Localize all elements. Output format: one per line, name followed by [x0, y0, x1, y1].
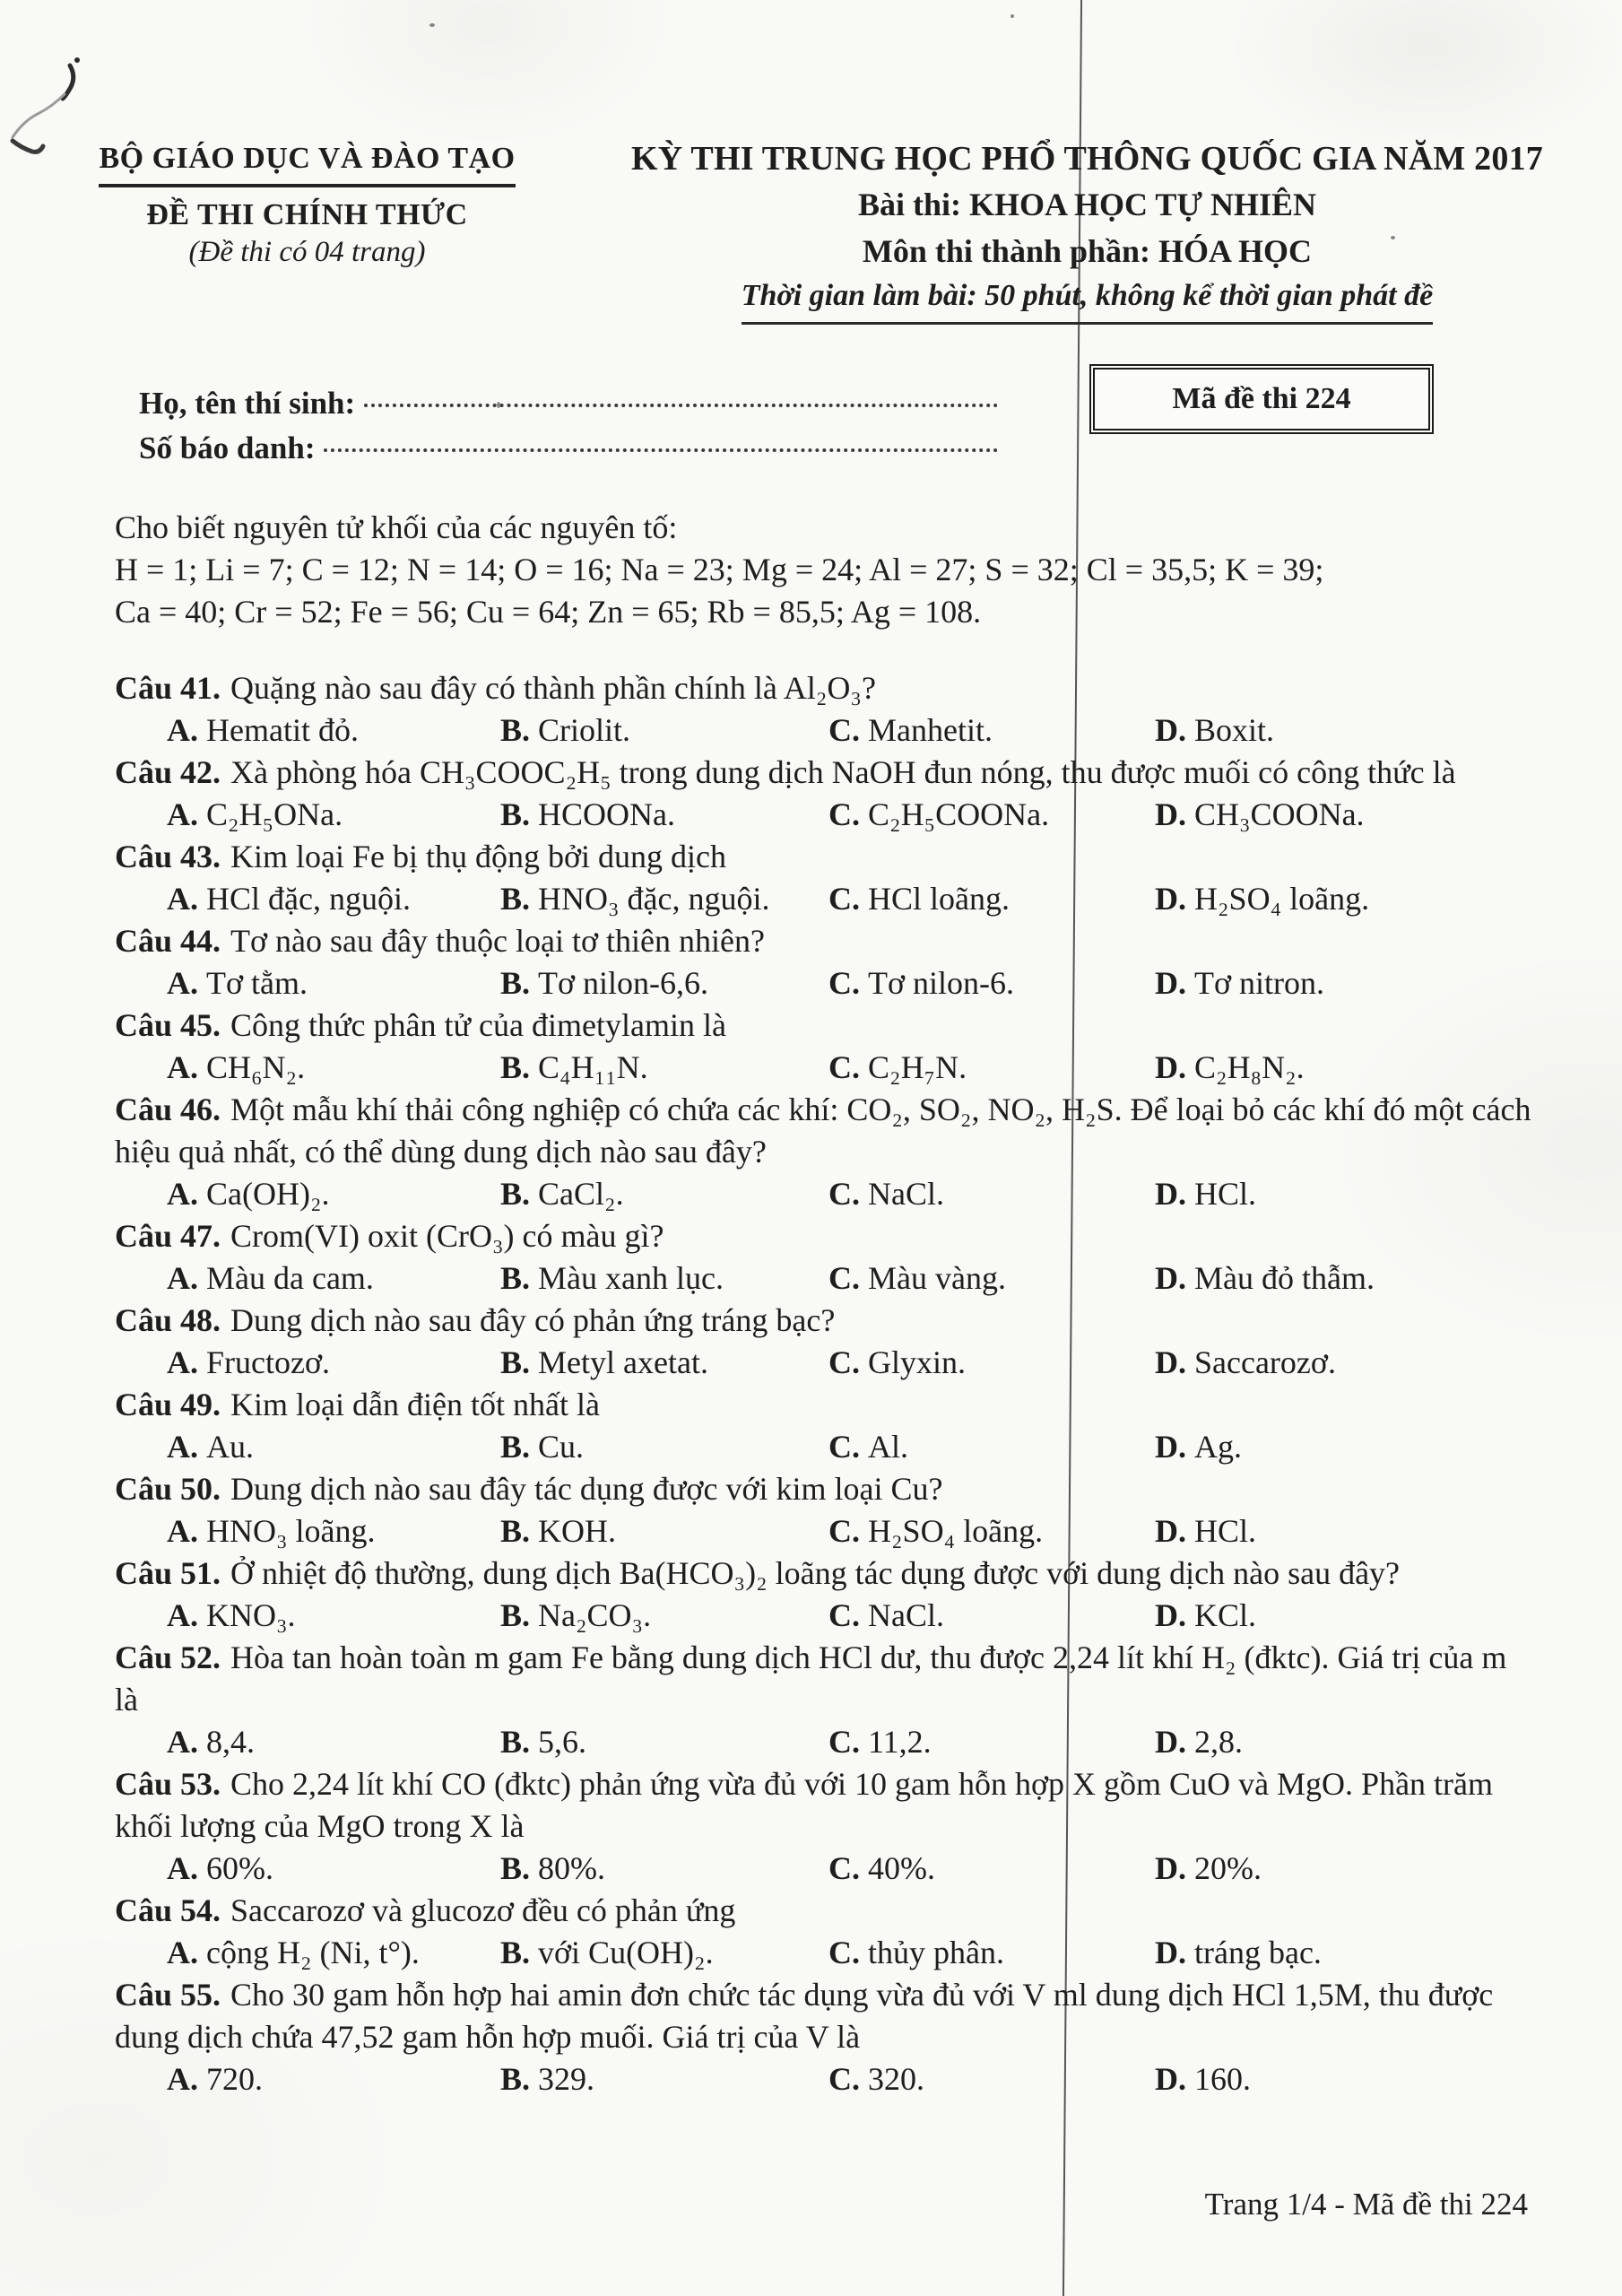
options-row — [115, 709, 1531, 752]
question-text: Một mẫu khí thải công nghiệp có chứa các khí: CO₂, SO₂, NO₂, H₂S. Để loại bỏ các khí đó một cách hiệu quả nhất, có thể dùng dung dịch nào sau đây? — [115, 1091, 1531, 1170]
options-row — [115, 1510, 1531, 1552]
option-a — [167, 1510, 500, 1552]
option-d — [1155, 962, 1531, 1004]
options-row — [115, 1047, 1531, 1089]
ministry-title: BỘ GIÁO DỤC VÀ ĐÀO TẠO — [99, 142, 515, 187]
option-letter: C. — [828, 2061, 860, 2097]
question-text: Saccarozơ và glucozơ đều có phản ứng — [230, 1892, 736, 1928]
option-letter: D. — [1155, 1260, 1186, 1296]
option-letter: C. — [828, 1049, 860, 1085]
option-letter: B. — [500, 1850, 531, 1886]
option-b — [500, 1342, 828, 1384]
option-letter: B. — [500, 796, 531, 832]
option-b — [500, 709, 828, 752]
question-number: Câu 48. — [115, 1302, 221, 1338]
option-letter: C. — [828, 881, 860, 917]
option-d — [1155, 1932, 1531, 1974]
option-letter: B. — [500, 1049, 531, 1085]
candidate-name-label: Họ, tên thí sinh: — [139, 386, 356, 421]
option-text: 320. — [868, 2061, 924, 2097]
option-letter: D. — [1155, 1176, 1186, 1212]
option-letter: C. — [828, 1260, 860, 1296]
option-text: Criolit. — [538, 712, 631, 748]
option-letter: A. — [167, 1049, 198, 1085]
option-letter: D. — [1155, 1429, 1186, 1465]
option-letter: B. — [500, 712, 531, 748]
header-left — [76, 142, 538, 269]
scan-speck — [429, 23, 435, 27]
option-c — [828, 878, 1155, 920]
question-number: Câu 54. — [115, 1892, 221, 1928]
option-text: Boxit. — [1194, 712, 1275, 748]
option-text: Fructozơ. — [206, 1344, 331, 1380]
options-row — [115, 1932, 1531, 1974]
question-text: Ở nhiệt độ thường, dung dịch Ba(HCO₃)₂ loãng tác dụng được với dung dịch nào sau đây? — [230, 1555, 1401, 1591]
option-b — [500, 1173, 828, 1215]
question-number: Câu 52. — [115, 1639, 221, 1675]
question-number: Câu 51. — [115, 1555, 221, 1591]
option-text: KNO₃. — [206, 1597, 296, 1633]
option-text: Na₂CO₃. — [538, 1597, 652, 1633]
option-text: Metyl axetat. — [538, 1344, 708, 1380]
option-letter: D. — [1155, 965, 1186, 1001]
option-letter: C. — [828, 1935, 860, 1970]
option-d — [1155, 1848, 1531, 1890]
option-letter: D. — [1155, 881, 1186, 917]
option-b — [500, 1721, 828, 1763]
option-text: 160. — [1194, 2061, 1251, 2097]
option-text: CH₃COONa. — [1194, 796, 1365, 832]
option-text: CaCl₂. — [538, 1176, 624, 1212]
test-name: Bài thi: KHOA HỌC TỰ NHIÊN — [857, 187, 1317, 222]
question-number: Câu 45. — [115, 1007, 221, 1043]
option-text: H₂SO₄ loãng. — [868, 1513, 1044, 1549]
option-d — [1155, 1342, 1531, 1384]
option-letter: A. — [167, 1260, 198, 1296]
option-letter: B. — [500, 1724, 531, 1760]
option-text: 329. — [538, 2061, 595, 2097]
question-text: Kim loại Fe bị thụ động bởi dung dịch — [230, 839, 727, 874]
option-text: với Cu(OH)₂. — [538, 1935, 714, 1970]
option-a — [167, 1848, 500, 1890]
option-a — [167, 878, 500, 920]
question-number: Câu 41. — [115, 670, 221, 706]
question — [115, 1637, 1531, 1763]
option-b — [500, 1932, 828, 1974]
option-text: tráng bạc. — [1194, 1935, 1322, 1970]
option-text: 5,6. — [538, 1724, 587, 1760]
option-letter: D. — [1155, 1724, 1186, 1760]
question-text: Xà phòng hóa CH₃COOC₂H₅ trong dung dịch NaOH đun nóng, thu được muối có công thức là — [230, 754, 1456, 790]
option-letter: B. — [500, 1344, 531, 1380]
option-letter: C. — [828, 1850, 860, 1886]
option-letter: B. — [500, 1597, 531, 1633]
option-d — [1155, 1721, 1531, 1763]
option-letter: D. — [1155, 712, 1186, 748]
option-b — [500, 1257, 828, 1300]
atomic-mass-line1: H = 1; Li = 7; C = 12; N = 14; O = 16; Na = 23; Mg = 24; Al = 27; S = 32; Cl = 35,5; K = 39; — [115, 552, 1324, 587]
option-text: 11,2. — [868, 1724, 932, 1760]
option-letter: C. — [828, 796, 860, 832]
question-text: Kim loại dẫn điện tốt nhất là — [230, 1387, 600, 1422]
scan-speck — [1010, 14, 1014, 18]
options-row — [115, 794, 1531, 836]
question — [115, 1384, 1531, 1468]
option-a — [167, 1047, 500, 1089]
option-letter: D. — [1155, 1935, 1186, 1970]
question-text: Tơ nào sau đây thuộc loại tơ thiên nhiên? — [230, 923, 765, 959]
question-text: Công thức phân tử của đimetylamin là — [230, 1007, 726, 1043]
options-row — [115, 1721, 1531, 1763]
option-letter: A. — [167, 881, 198, 917]
candidate-id-row — [139, 430, 998, 475]
question-number: Câu 47. — [115, 1218, 221, 1254]
question-text: Cho 30 gam hỗn hợp hai amin đơn chức tác dụng vừa đủ với V ml dung dịch HCl 1,5M, thu được dung dịch chứa 47,52 gam hỗn hợp muối. Giá trị của V là — [115, 1977, 1494, 2055]
option-b — [500, 1426, 828, 1468]
option-letter: C. — [828, 1429, 860, 1465]
option-text: thủy phân. — [868, 1935, 1004, 1970]
question-number: Câu 50. — [115, 1471, 221, 1507]
question — [115, 1552, 1531, 1637]
option-letter: C. — [828, 712, 860, 748]
option-text: 20%. — [1194, 1850, 1262, 1886]
option-letter: C. — [828, 1513, 860, 1549]
dotted-fill-line — [324, 448, 998, 452]
option-text: Au. — [206, 1429, 254, 1465]
option-text: Tơ nitron. — [1194, 965, 1325, 1001]
option-text: 80%. — [538, 1850, 606, 1886]
question-text: Dung dịch nào sau đây có phản ứng tráng bạc? — [230, 1302, 836, 1338]
question-text: Quặng nào sau đây có thành phần chính là Al₂O₃? — [230, 670, 876, 706]
option-text: Hematit đỏ. — [206, 712, 359, 748]
header-right — [628, 139, 1547, 325]
option-b — [500, 2058, 828, 2100]
option-d — [1155, 1047, 1531, 1089]
option-c — [828, 1932, 1155, 1974]
option-text: Tơ nilon-6,6. — [538, 965, 709, 1001]
option-letter: A. — [167, 965, 198, 1001]
option-letter: A. — [167, 712, 198, 748]
page-count-note: (Đề thi có 04 trang) — [188, 236, 426, 268]
option-text: Tơ tằm. — [206, 965, 308, 1001]
option-b — [500, 1595, 828, 1637]
candidate-name-row — [139, 386, 998, 430]
option-text: Saccarozơ. — [1194, 1344, 1336, 1380]
option-a — [167, 709, 500, 752]
option-c — [828, 1426, 1155, 1468]
option-b — [500, 794, 828, 836]
option-a — [167, 1932, 500, 1974]
option-b — [500, 1510, 828, 1552]
question — [115, 752, 1531, 836]
duration-wrap — [628, 279, 1547, 325]
option-letter: B. — [500, 1176, 531, 1212]
options-row — [115, 2058, 1531, 2100]
option-letter: B. — [500, 1935, 531, 1970]
option-letter: B. — [500, 965, 531, 1001]
option-text: C₂H₈N₂. — [1194, 1049, 1305, 1085]
option-a — [167, 1595, 500, 1637]
option-a — [167, 962, 500, 1004]
option-d — [1155, 1510, 1531, 1552]
option-d — [1155, 709, 1531, 752]
option-letter: A. — [167, 1429, 198, 1465]
question — [115, 920, 1531, 1004]
exam-code: Mã đề thi 224 — [1172, 382, 1351, 415]
option-text: Màu xanh lục. — [538, 1260, 724, 1296]
option-letter: B. — [500, 1429, 531, 1465]
options-row — [115, 1173, 1531, 1215]
atomic-mass-line2: Ca = 40; Cr = 52; Fe = 56; Cu = 64; Zn = 65; Rb = 85,5; Ag = 108. — [115, 594, 982, 630]
option-d — [1155, 1595, 1531, 1637]
option-letter: C. — [828, 1724, 860, 1760]
exam-content — [115, 507, 1531, 2100]
question-number: Câu 53. — [115, 1766, 221, 1802]
question-number: Câu 55. — [115, 1977, 221, 2013]
exam-title: KỲ THI TRUNG HỌC PHỔ THÔNG QUỐC GIA NĂM 2017 — [631, 140, 1543, 178]
option-text: C₄H₁₁N. — [538, 1049, 648, 1085]
question-text: Crom(VI) oxit (CrO₃) có màu gì? — [230, 1218, 664, 1254]
option-c — [828, 962, 1155, 1004]
option-letter: A. — [167, 1850, 198, 1886]
option-b — [500, 878, 828, 920]
option-text: 2,8. — [1194, 1724, 1243, 1760]
option-letter: B. — [500, 1513, 531, 1549]
option-letter: A. — [167, 1597, 198, 1633]
option-a — [167, 1426, 500, 1468]
option-text: 40%. — [868, 1850, 935, 1886]
dotted-fill-line — [364, 404, 998, 407]
option-text: CH₆N₂. — [206, 1049, 306, 1085]
question — [115, 1468, 1531, 1552]
question-text: Cho 2,24 lít khí CO (đktc) phản ứng vừa đủ với 10 gam hỗn hợp X gồm CuO và MgO. Phần trăm khối lượng của MgO trong X là — [115, 1766, 1494, 1844]
question-number: Câu 49. — [115, 1387, 221, 1422]
option-letter: C. — [828, 1597, 860, 1633]
options-row — [115, 1257, 1531, 1300]
option-c — [828, 2058, 1155, 2100]
subject-component: Môn thi thành phần: HÓA HỌC — [862, 233, 1313, 269]
option-text: NaCl. — [868, 1176, 944, 1212]
option-text: C₂H₅COONa. — [868, 796, 1050, 832]
option-text: KOH. — [538, 1513, 617, 1549]
option-text: HCl đặc, nguội. — [206, 881, 411, 917]
option-c — [828, 1342, 1155, 1384]
official-exam-label: ĐỀ THI CHÍNH THỨC — [146, 198, 468, 231]
options-row — [115, 878, 1531, 920]
question-text: Hòa tan hoàn toàn m gam Fe bằng dung dịch HCl dư, thu được 2,24 lít khí H₂ (đktc). Giá trị của m là — [115, 1639, 1507, 1718]
question-number: Câu 43. — [115, 839, 221, 874]
candidate-id-label: Số báo danh: — [139, 430, 316, 465]
option-text: HCl loãng. — [868, 881, 1010, 917]
exam-code-box — [1089, 364, 1434, 434]
question — [115, 667, 1531, 752]
option-a — [167, 1721, 500, 1763]
option-letter: A. — [167, 2061, 198, 2097]
options-row — [115, 1426, 1531, 1468]
option-text: Ca(OH)₂. — [206, 1176, 330, 1212]
candidate-section — [139, 386, 998, 475]
option-letter: D. — [1155, 1850, 1186, 1886]
question — [115, 1763, 1531, 1890]
question-number: Câu 42. — [115, 754, 221, 790]
options-row — [115, 1595, 1531, 1637]
options-row — [115, 962, 1531, 1004]
options-row — [115, 1848, 1531, 1890]
question — [115, 1890, 1531, 1974]
option-text: HNO₃ loãng. — [206, 1513, 376, 1549]
question-number: Câu 46. — [115, 1091, 221, 1127]
option-text: 8,4. — [206, 1724, 255, 1760]
option-letter: B. — [500, 881, 531, 917]
option-text: C₂H₇N. — [868, 1049, 967, 1085]
option-d — [1155, 794, 1531, 836]
question — [115, 1300, 1531, 1384]
option-letter: A. — [167, 1513, 198, 1549]
option-letter: D. — [1155, 1513, 1186, 1549]
question-text: Dung dịch nào sau đây tác dụng được với kim loại Cu? — [230, 1471, 943, 1507]
option-letter: A. — [167, 796, 198, 832]
option-d — [1155, 1257, 1531, 1300]
option-text: 720. — [206, 2061, 263, 2097]
option-c — [828, 1848, 1155, 1890]
option-d — [1155, 1426, 1531, 1468]
option-text: Manhetit. — [868, 712, 993, 748]
option-text: HCOONa. — [538, 796, 675, 832]
option-text: HCl. — [1194, 1176, 1257, 1212]
option-a — [167, 2058, 500, 2100]
option-text: KCl. — [1194, 1597, 1257, 1633]
question — [115, 836, 1531, 920]
option-text: 60%. — [206, 1850, 273, 1886]
question-number: Câu 44. — [115, 923, 221, 959]
option-text: Màu đỏ thẫm. — [1194, 1260, 1375, 1296]
option-letter: A. — [167, 1724, 198, 1760]
option-letter: A. — [167, 1176, 198, 1212]
option-text: HCl. — [1194, 1513, 1257, 1549]
option-a — [167, 1173, 500, 1215]
option-c — [828, 1510, 1155, 1552]
option-letter: D. — [1155, 1344, 1186, 1380]
page-footer: Trang 1/4 - Mã đề thi 224 — [1204, 2187, 1528, 2222]
option-a — [167, 1342, 500, 1384]
option-letter: B. — [500, 2061, 531, 2097]
option-b — [500, 1047, 828, 1089]
option-a — [167, 794, 500, 836]
option-c — [828, 709, 1155, 752]
option-c — [828, 1595, 1155, 1637]
option-text: H₂SO₄ loãng. — [1194, 881, 1370, 917]
option-d — [1155, 1173, 1531, 1215]
option-text: Glyxin. — [868, 1344, 967, 1380]
option-c — [828, 794, 1155, 836]
option-text: Màu vàng. — [868, 1260, 1006, 1296]
options-row — [115, 1342, 1531, 1384]
option-text: Màu da cam. — [206, 1260, 374, 1296]
question — [115, 1215, 1531, 1300]
option-c — [828, 1173, 1155, 1215]
option-d — [1155, 878, 1531, 920]
option-c — [828, 1257, 1155, 1300]
question — [115, 1089, 1531, 1215]
option-b — [500, 962, 828, 1004]
option-letter: C. — [828, 1176, 860, 1212]
option-text: Al. — [868, 1429, 908, 1465]
duration-note: Thời gian làm bài: 50 phút, không kể thời gian phát đề — [742, 279, 1433, 325]
option-letter: C. — [828, 1344, 860, 1380]
question — [115, 1004, 1531, 1089]
option-letter: D. — [1155, 796, 1186, 832]
option-letter: A. — [167, 1935, 198, 1970]
option-letter: D. — [1155, 2061, 1186, 2097]
option-b — [500, 1848, 828, 1890]
option-c — [828, 1047, 1155, 1089]
option-text: Cu. — [538, 1429, 585, 1465]
option-letter: B. — [500, 1260, 531, 1296]
option-letter: D. — [1155, 1049, 1186, 1085]
option-text: cộng H₂ (Ni, t°). — [206, 1935, 420, 1970]
option-text: Tơ nilon-6. — [868, 965, 1015, 1001]
option-text: NaCl. — [868, 1597, 944, 1633]
atomic-mass-intro: Cho biết nguyên tử khối của các nguyên tố: — [115, 509, 678, 545]
atomic-mass-note — [115, 507, 1531, 633]
option-text: Ag. — [1194, 1429, 1242, 1465]
option-c — [828, 1721, 1155, 1763]
question — [115, 1974, 1531, 2100]
option-a — [167, 1257, 500, 1300]
option-letter: C. — [828, 965, 860, 1001]
option-letter: D. — [1155, 1597, 1186, 1633]
option-letter: A. — [167, 1344, 198, 1380]
option-text: C₂H₅ONa. — [206, 796, 343, 832]
option-text: HNO₃ đặc, nguội. — [538, 881, 770, 917]
option-d — [1155, 2058, 1531, 2100]
